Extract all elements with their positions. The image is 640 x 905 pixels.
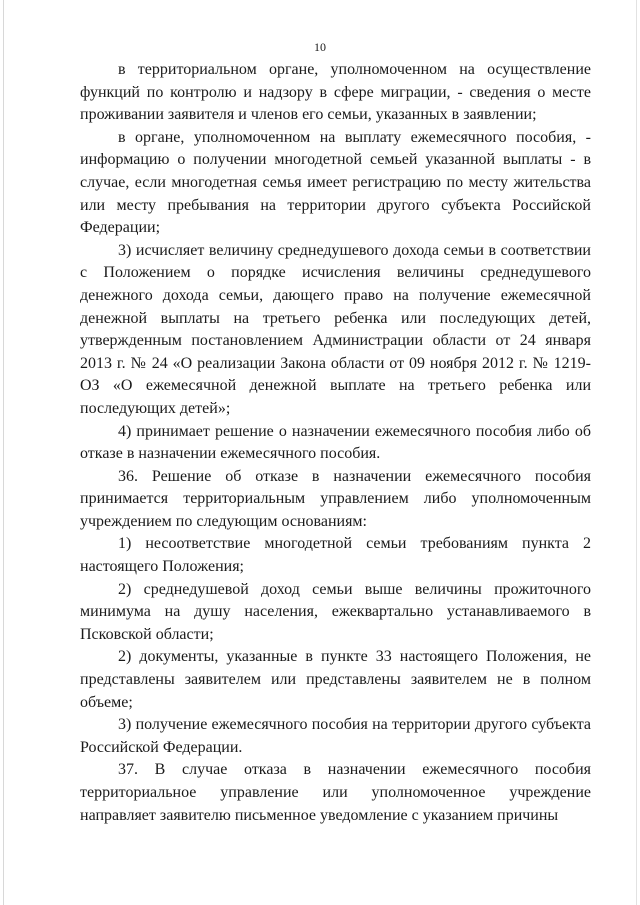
paragraph-item-3-income-calculation: 3) исчисляет величину среднедушевого дохода семьи в соответствии с Положением о порядке исчисления величины среднедушевого денежного дохода семьи, дающего право на получение ежемесячной денежной выплаты на третьего ребенка или последующих детей, утвержденным постановлением Администрации области от 24 января 2013 г. № 24 «О реализации Закона области от 09 ноября 2012 г. № 1219-ОЗ «О ежемесячной денежной выплате на третьего ребенка или последующих детей»; [80, 241, 591, 417]
document-body [80, 59, 591, 827]
paragraph-payment-authority-info: в органе, уполномоченном на выплату ежемесячного пособия, - информацию о получении многодетной семьей указанной выплаты - в случае, если многодетная семья имеет регистрацию по месту жительства или месту пребывания на территории другого субъекта Российской Федерации; [80, 128, 591, 237]
paragraph-item-4-decision: 4) принимает решение о назначении ежемесячного пособия либо об отказе в назначении ежемесячного пособия. [80, 422, 591, 463]
paragraph-migration-info: в территориальном органе, уполномоченном на осуществление функций по контролю и надзору в сфере миграции, - сведения о месте проживании заявителя и членов его семьи, указанных в заявлении; [80, 61, 591, 124]
page-edge-right [636, 0, 637, 905]
paragraph-ground-3-other-region: 3) получение ежемесячного пособия на территории другого субъекта Российской Федерации. [80, 716, 591, 756]
page-edge-left [3, 0, 4, 905]
paragraph-36-refusal-grounds: 36. Решение об отказе в назначении ежемесячного пособия принимается территориальным управлением либо уполномоченным учреждением по следующим основаниям: [80, 467, 591, 530]
paragraph-37-notification: 37. В случае отказа в назначении ежемесячного пособия территориальное управление или уполномоченное учреждение направляет заявителю письменное уведомление с указанием причины [80, 761, 591, 824]
paragraph-ground-2-income: 2) среднедушевой доход семьи выше величины прожиточного минимума на душу населения, ежеквартально устанавливаемого в Псковской области; [80, 580, 591, 643]
paragraph-ground-1: 1) несоответствие многодетной семьи требованиям пункта 2 настоящего Положения; [80, 535, 591, 576]
page-number: 10 [314, 40, 326, 54]
paragraph-ground-2-documents: 2) документы, указанные в пункте 33 настоящего Положения, не представлены заявителем или представлены заявителем не в полном объеме; [80, 648, 591, 711]
